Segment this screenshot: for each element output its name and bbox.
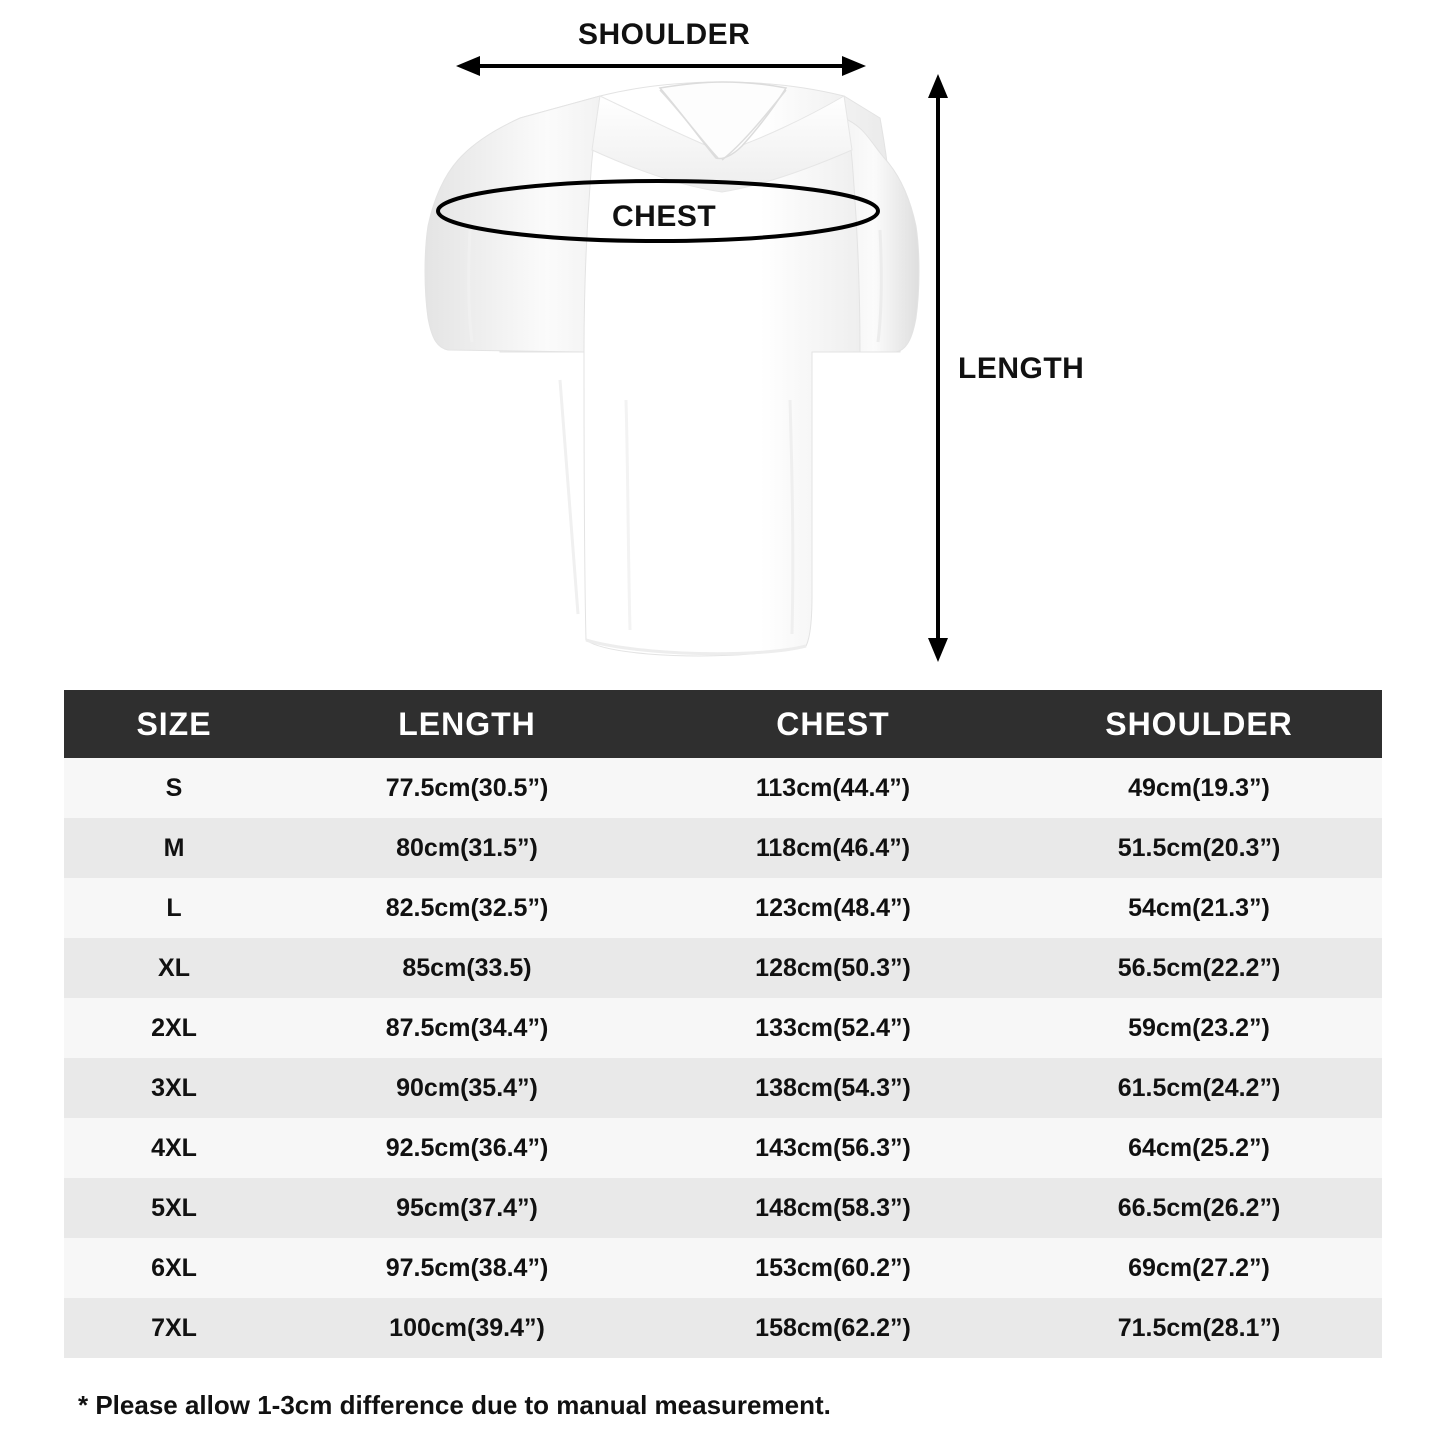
- cell-size: 2XL: [64, 998, 284, 1058]
- cell-shoulder: 61.5cm(24.2”): [1016, 1058, 1382, 1118]
- cell-chest: 138cm(54.3”): [650, 1058, 1016, 1118]
- cell-size: 5XL: [64, 1178, 284, 1238]
- table-row: [64, 1238, 1382, 1298]
- cell-length: 97.5cm(38.4”): [284, 1238, 650, 1298]
- table-row: [64, 878, 1382, 938]
- chest-label: CHEST: [612, 200, 717, 233]
- cell-chest: 128cm(50.3”): [650, 938, 1016, 998]
- table-row: [64, 998, 1382, 1058]
- table-header-row: [64, 690, 1382, 758]
- table-row: [64, 938, 1382, 998]
- table-row: [64, 1118, 1382, 1178]
- cell-size: 6XL: [64, 1238, 284, 1298]
- cell-length: 90cm(35.4”): [284, 1058, 650, 1118]
- cell-chest: 153cm(60.2”): [650, 1238, 1016, 1298]
- cell-chest: 113cm(44.4”): [650, 758, 1016, 818]
- cell-chest: 133cm(52.4”): [650, 998, 1016, 1058]
- cell-shoulder: 51.5cm(20.3”): [1016, 818, 1382, 878]
- cell-length: 95cm(37.4”): [284, 1178, 650, 1238]
- cell-chest: 118cm(46.4”): [650, 818, 1016, 878]
- cell-size: 3XL: [64, 1058, 284, 1118]
- cell-shoulder: 69cm(27.2”): [1016, 1238, 1382, 1298]
- size-chart-table: [64, 690, 1382, 1358]
- cell-size: XL: [64, 938, 284, 998]
- cell-shoulder: 64cm(25.2”): [1016, 1118, 1382, 1178]
- cell-length: 100cm(39.4”): [284, 1298, 650, 1358]
- cell-chest: 123cm(48.4”): [650, 878, 1016, 938]
- column-header-length: LENGTH: [284, 690, 650, 758]
- shoulder-arrow: [456, 56, 866, 76]
- column-header-shoulder: SHOULDER: [1016, 690, 1382, 758]
- cell-length: 85cm(33.5): [284, 938, 650, 998]
- shoulder-label: SHOULDER: [578, 18, 751, 51]
- cell-length: 87.5cm(34.4”): [284, 998, 650, 1058]
- cell-shoulder: 59cm(23.2”): [1016, 998, 1382, 1058]
- measurement-diagram: [0, 0, 1445, 690]
- length-arrow: [928, 74, 948, 662]
- table-row: [64, 1298, 1382, 1358]
- shirt-illustration: [0, 0, 1445, 690]
- cell-size: 4XL: [64, 1118, 284, 1178]
- cell-shoulder: 56.5cm(22.2”): [1016, 938, 1382, 998]
- shirt-body: [425, 82, 919, 656]
- cell-length: 92.5cm(36.4”): [284, 1118, 650, 1178]
- column-header-size: SIZE: [64, 690, 284, 758]
- cell-size: S: [64, 758, 284, 818]
- cell-chest: 148cm(58.3”): [650, 1178, 1016, 1238]
- cell-shoulder: 49cm(19.3”): [1016, 758, 1382, 818]
- cell-length: 82.5cm(32.5”): [284, 878, 650, 938]
- table-row: [64, 818, 1382, 878]
- cell-shoulder: 71.5cm(28.1”): [1016, 1298, 1382, 1358]
- cell-shoulder: 66.5cm(26.2”): [1016, 1178, 1382, 1238]
- cell-size: 7XL: [64, 1298, 284, 1358]
- cell-chest: 143cm(56.3”): [650, 1118, 1016, 1178]
- table-row: [64, 1058, 1382, 1118]
- cell-size: L: [64, 878, 284, 938]
- table-row: [64, 1178, 1382, 1238]
- cell-size: M: [64, 818, 284, 878]
- measurement-footnote: * Please allow 1-3cm difference due to manual measurement.: [78, 1390, 831, 1420]
- length-label: LENGTH: [958, 352, 1085, 385]
- cell-length: 80cm(31.5”): [284, 818, 650, 878]
- cell-length: 77.5cm(30.5”): [284, 758, 650, 818]
- column-header-chest: CHEST: [650, 690, 1016, 758]
- table-row: [64, 758, 1382, 818]
- cell-shoulder: 54cm(21.3”): [1016, 878, 1382, 938]
- cell-chest: 158cm(62.2”): [650, 1298, 1016, 1358]
